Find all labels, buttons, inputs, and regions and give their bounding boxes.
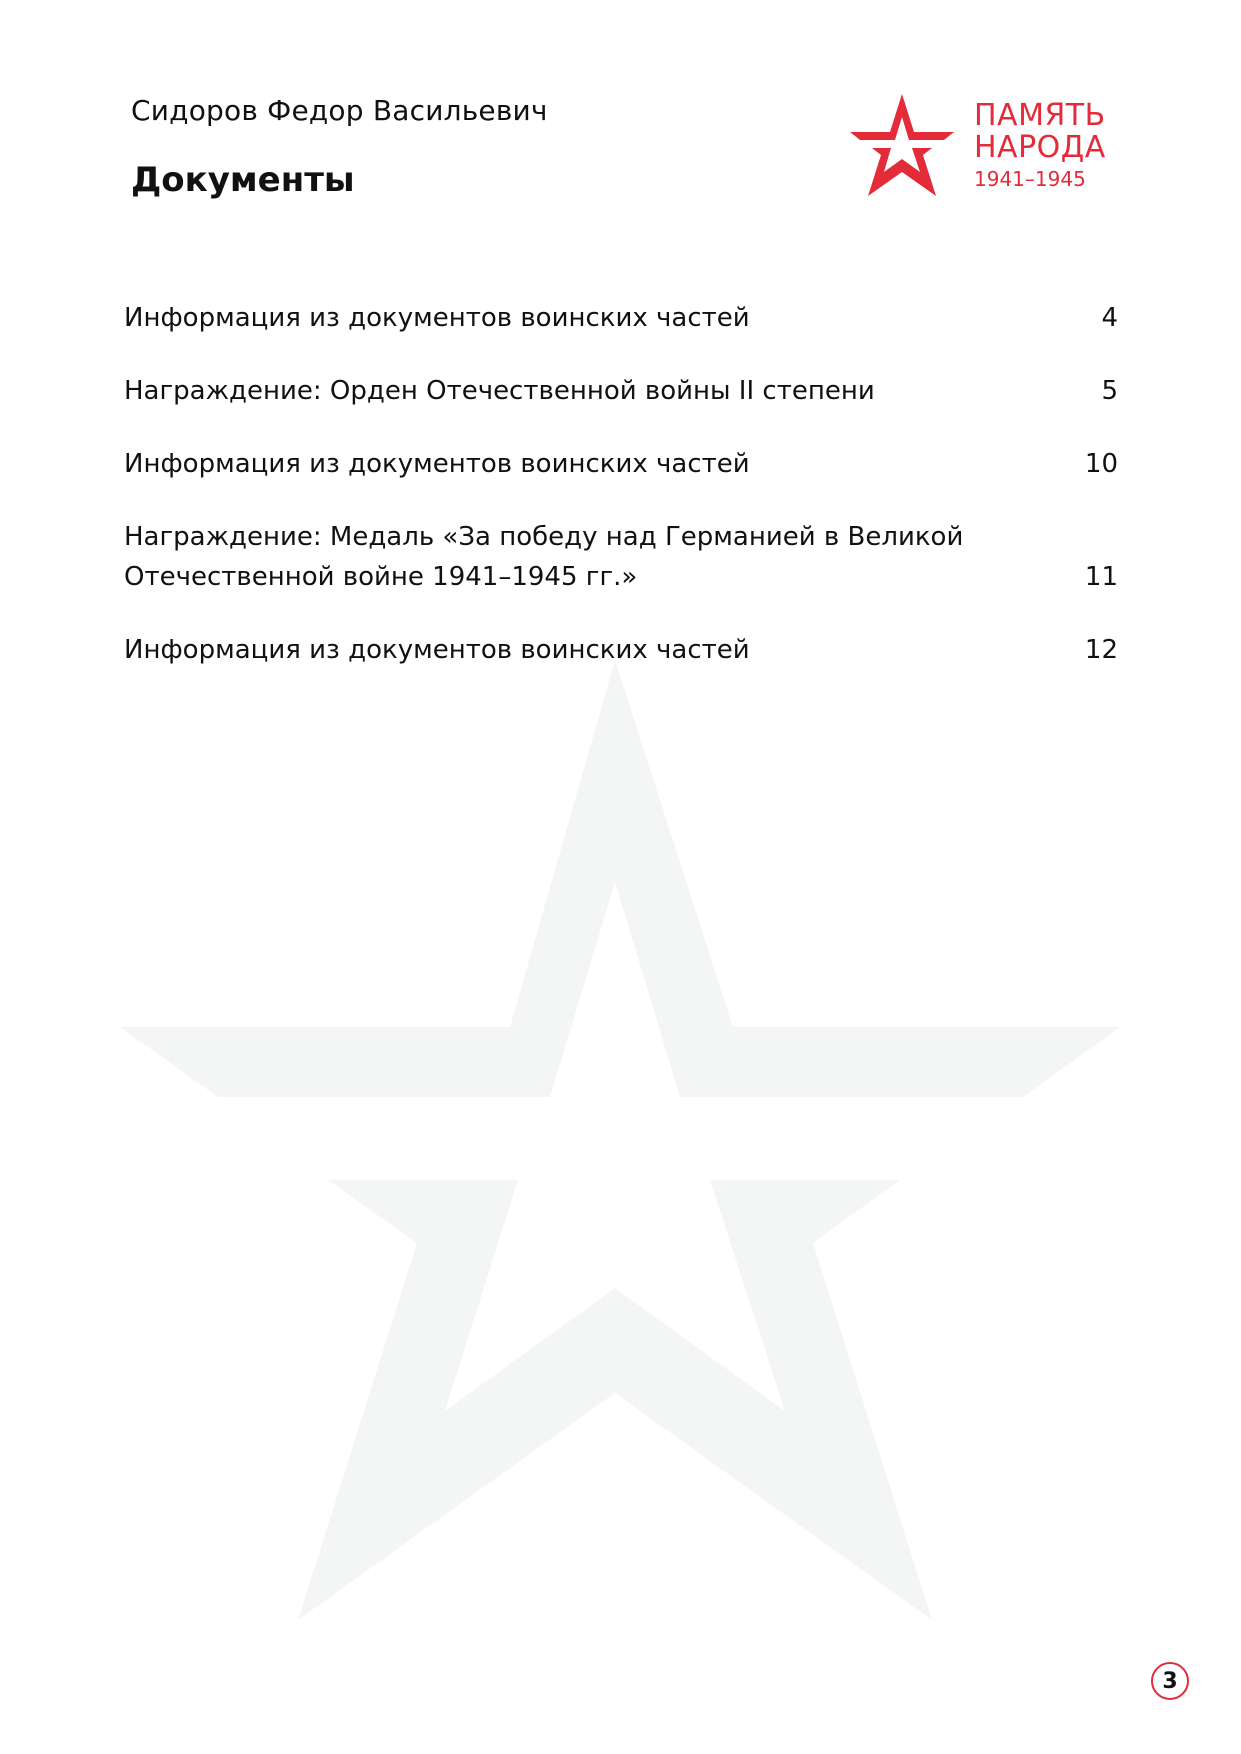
toc-entry-title: Информация из документов воинских частей bbox=[124, 635, 750, 665]
toc-entry-page: 4 bbox=[1101, 303, 1118, 333]
toc-entry-title: Информация из документов воинских частей bbox=[124, 449, 750, 479]
toc-entry-page: 10 bbox=[1084, 449, 1118, 479]
logo-text-line1: ПАМЯТЬ bbox=[974, 98, 1106, 133]
person-name: Сидоров Федор Васильевич bbox=[131, 94, 548, 127]
toc-entry[interactable] bbox=[124, 517, 1118, 597]
page-number-badge: 3 bbox=[1151, 1662, 1189, 1700]
watermark-star-icon bbox=[120, 660, 1120, 1620]
toc-entry-page: 12 bbox=[1084, 635, 1118, 665]
table-of-contents bbox=[124, 298, 1118, 703]
toc-entry-title: Награждение: Медаль «За победу над Германией в Великой Отечественной войне 1941–1945 гг.» bbox=[124, 522, 964, 592]
memory-of-people-logo bbox=[850, 94, 1150, 204]
toc-entry[interactable] bbox=[124, 630, 1118, 670]
toc-entry-title: Информация из документов воинских частей bbox=[124, 303, 750, 333]
logo-text-line2: НАРОДА bbox=[974, 130, 1106, 165]
page-title: Документы bbox=[131, 160, 355, 200]
toc-entry[interactable] bbox=[124, 371, 1118, 411]
logo-years: 1941–1945 bbox=[974, 167, 1086, 191]
toc-entry[interactable] bbox=[124, 298, 1118, 338]
toc-entry-title: Награждение: Орден Отечественной войны II степени bbox=[124, 376, 875, 406]
toc-entry[interactable] bbox=[124, 444, 1118, 484]
toc-entry-page: 5 bbox=[1101, 376, 1118, 406]
star-logo-icon bbox=[850, 94, 954, 196]
toc-entry-page: 11 bbox=[1084, 562, 1118, 592]
